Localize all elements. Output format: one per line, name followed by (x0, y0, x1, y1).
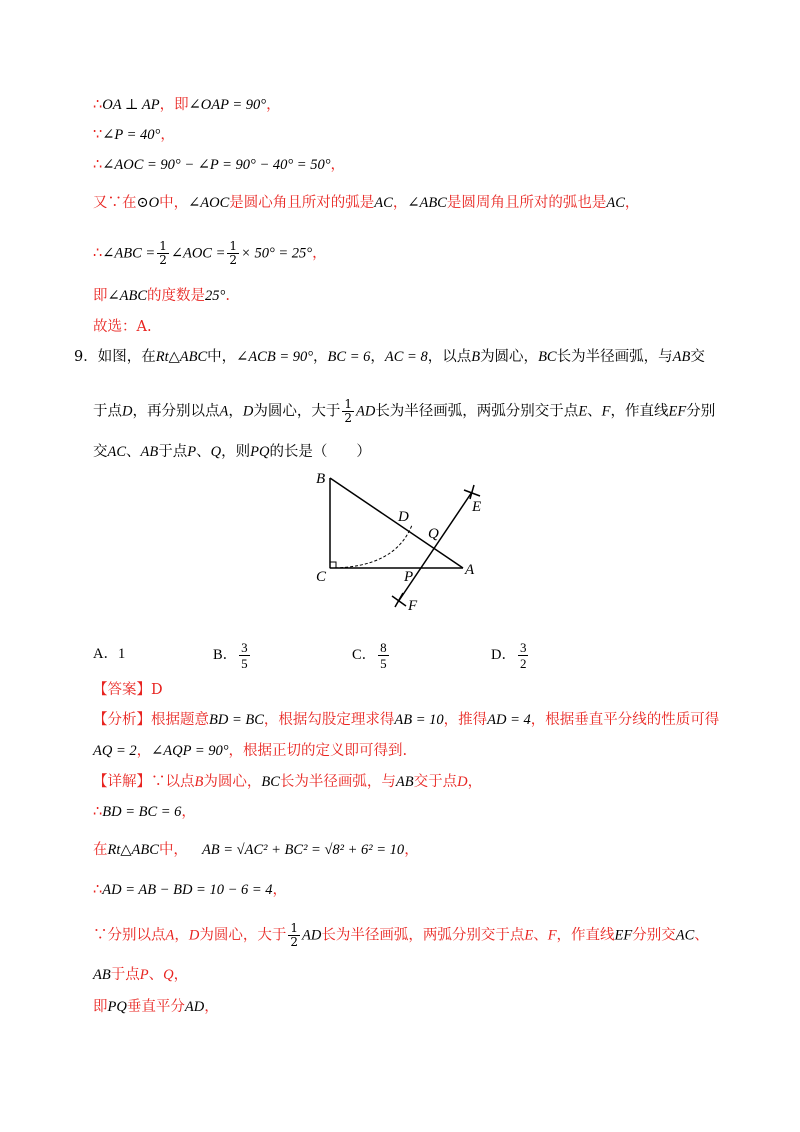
answer-tag: 【答案】 (93, 682, 151, 698)
triangle-figure (300, 468, 520, 618)
cross-mark-e (464, 485, 480, 499)
detail-line-6: AB于点P、Q， (93, 967, 189, 983)
q9-line-2: 于点D，再分别以点A，D为圆心，大于 $\frac{1}{2}$ AD长为半径画弧，两弧分别交于点E、F，作直线EF分别 (93, 397, 716, 425)
arc-ac-1: AC (374, 195, 393, 211)
answer-value: D (151, 682, 163, 698)
detail-line-3: 在Rt△ABC中， AB = √AC² + BC² = √8² + 6² = 10， (93, 842, 419, 858)
label-e: E (472, 499, 482, 515)
detail-line-5: ∵分别以点A，D为圆心，大于 $\frac{1}{2}$ AD长为半径画弧，两弧分别交于点E、F，作直线EF分别交AC、 (93, 921, 709, 949)
label-p: P (404, 569, 414, 585)
analysis-line-2: AQ = 2，∠AQP = 90°，根据正切的定义即可得到. (93, 743, 408, 759)
arc-cd (330, 525, 412, 568)
segment-ab (330, 478, 463, 568)
right-angle-mark (330, 562, 336, 568)
analysis-tag: 【分析】 (93, 712, 151, 728)
fraction-half: $\frac{1}{2}$ (159, 239, 167, 267)
label-c: C (316, 569, 327, 585)
fraction: $\frac{8}{5}$ (380, 640, 387, 671)
line-ef (398, 492, 472, 602)
fraction: $\frac{3}{5}$ (241, 640, 248, 671)
analysis-line-1: 【分析】根据题意BD = BC，根据勾股定理求得AB = 10，推得AD = 4，根据垂直平分线的性质可得 (93, 712, 720, 728)
prev-line-3: ∴∠AOC = 90° − ∠P = 90° − 40° = 50°， (93, 157, 345, 173)
detail-line-2: ∴BD = BC = 6， (93, 804, 196, 820)
option-a[interactable]: A．1 (93, 646, 126, 662)
fraction-half: $\frac{1}{2}$ (290, 921, 298, 949)
q9-line-3: 交AC、AB于点P、Q，则PQ的长是（ ） (93, 444, 371, 460)
detail-line-7: 即PQ垂直平分AD， (93, 999, 219, 1015)
prev-line-1: ∴OA ⊥ AP，即∠OAP = 90°， (93, 97, 281, 113)
prev-answer-choice: 故选：A. (93, 319, 152, 335)
label-q: Q (428, 526, 439, 542)
label-b: B (316, 471, 326, 487)
fraction-half: $\frac{1}{2}$ (344, 397, 352, 425)
detail-line-1: 【详解】∵以点B为圆心，BC长为半径画弧，与AB交于点D， (93, 774, 483, 790)
question-number: 9． (74, 349, 98, 365)
prev-line-2: ∵∠P = 40°， (93, 127, 175, 143)
fraction-half: $\frac{1}{2}$ (229, 239, 238, 267)
prev-line-5: ∴∠ABC = $\frac{1}{2}$ ∠AOC = $\frac{1}{2}$ × 50° = 25°， (93, 239, 327, 267)
label-a: A (465, 562, 475, 578)
q9-line-1: 9．如图，在Rt△ABC中，∠ACB = 90°，BC = 6，AC = 8，以点B为圆心，BC长为半径画弧，与AB交 (74, 349, 705, 365)
prev-line-4: 又∵在⊙O中，∠AOC是圆心角且所对的弧是AC，∠ABC是圆周角且所对的弧也是AC， (93, 195, 640, 211)
prev-line-6: 即∠ABC的度数是25°. (93, 288, 230, 304)
fraction: $\frac{3}{2}$ (519, 640, 527, 671)
label-f: F (408, 598, 418, 614)
option-b[interactable]: B． $\frac{3}{5}$ (213, 640, 248, 671)
cross-mark-f (392, 593, 406, 607)
detail-tag: 【详解】 (93, 774, 151, 790)
option-c[interactable]: C． $\frac{8}{5}$ (352, 640, 387, 671)
arc-ac-2: AC (606, 195, 625, 211)
option-d[interactable]: D． $\frac{3}{2}$ (491, 640, 527, 671)
detail-line-4: ∴AD = AB − BD = 10 − 6 = 4， (93, 882, 288, 898)
label-d: D (398, 509, 409, 525)
answer-line (93, 680, 163, 700)
